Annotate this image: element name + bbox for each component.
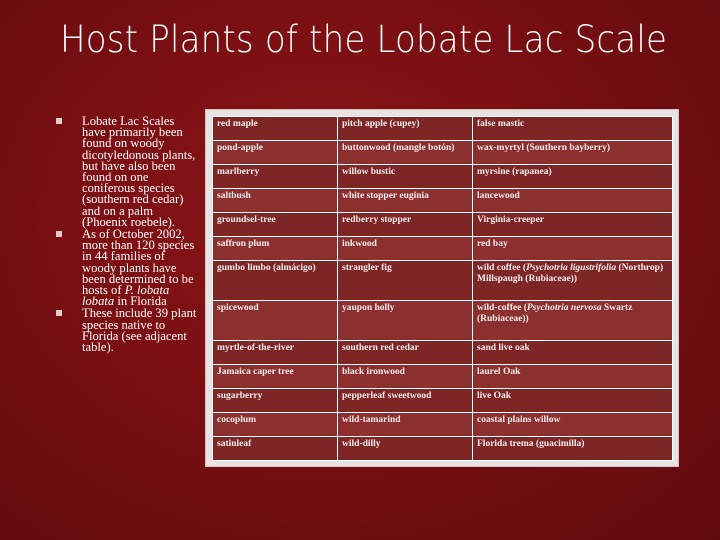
bullet-text: P. lobata lobata (82, 283, 170, 309)
plant-name: white stopper euginia (342, 190, 429, 201)
table-cell (473, 341, 673, 365)
bullet-text: As of October 2002, more than 120 species in 44 families of woody plants have been determined to be hosts of (82, 227, 195, 298)
table-cell (338, 188, 473, 212)
plant-name: groundsel-tree (217, 214, 276, 225)
plant-name: wax-myrtyl (Southern bayberry) (477, 142, 610, 153)
plant-name: pond-apple (217, 142, 263, 153)
plant-name: live Oak (477, 391, 512, 402)
plant-name: false mastic (477, 119, 525, 129)
table-cell (338, 341, 473, 365)
table-cell (338, 140, 473, 164)
plant-name: saffron plum (217, 238, 270, 249)
table-row (213, 140, 673, 164)
table-cell (213, 164, 338, 188)
table-cell (338, 117, 473, 141)
plant-name: sand live oak (477, 343, 530, 354)
table-cell (473, 140, 673, 164)
table-cell (213, 140, 338, 164)
table-cell (473, 164, 673, 188)
table-cell (338, 389, 473, 413)
plant-name: laurel Oak (477, 367, 521, 378)
plant-name: myrtle-of-the-river (217, 343, 295, 354)
table-row (213, 365, 673, 389)
table-row (213, 260, 673, 300)
table-cell (338, 260, 473, 300)
table-cell (338, 212, 473, 236)
table-cell (213, 236, 338, 260)
table-row (213, 389, 673, 413)
table-cell (213, 341, 338, 365)
table-cell (213, 436, 338, 460)
plant-name: wild-tamarind (342, 415, 401, 426)
plant-name: pitch apple (cupey) (342, 119, 420, 129)
host-plants-table (212, 116, 673, 461)
table-cell (473, 236, 673, 260)
table-cell (473, 389, 673, 413)
table-cell (473, 212, 673, 236)
table-cell (213, 365, 338, 389)
plant-name: Virginia-creeper (477, 214, 545, 225)
table-cell (473, 300, 673, 340)
table-cell (213, 212, 338, 236)
table-cell (213, 117, 338, 141)
slide-title: Host Plants of the Lobate Lac Scale (60, 18, 668, 61)
plant-name: red maple (217, 119, 258, 129)
table-cell (213, 260, 338, 300)
bullet-text: in Florida (114, 294, 167, 309)
bullet-text: Lobate Lac Scales have primarily been found on woody dicotyledonous plants, but have also been found on one coniferous species (southern red cedar) and on a palm (Phoenix roebele). (82, 114, 196, 229)
table-row (213, 164, 673, 188)
plant-name: gumbo limbo (almácigo) (217, 262, 316, 273)
table-cell (338, 365, 473, 389)
table-cell (473, 260, 673, 300)
bullet-list (56, 116, 201, 354)
plant-name: coastal plains willow (477, 415, 561, 426)
table-cell (473, 413, 673, 437)
table-cell (213, 188, 338, 212)
plant-name: (Northrop) Millspaugh (Rubiaceae)) (477, 262, 664, 284)
table-row (213, 188, 673, 212)
square-bullet-icon (56, 118, 62, 124)
plant-name: black ironwood (342, 367, 405, 378)
plant-name: buttonwood (mangle botón) (342, 142, 455, 153)
table-row (213, 436, 673, 460)
plant-name: wild coffee ( (477, 262, 527, 273)
plant-name: strangler fig (342, 262, 392, 273)
plant-name: Psychotria ligustrifolia (526, 262, 617, 273)
table-row (213, 236, 673, 260)
plant-name: saltbush (217, 190, 251, 201)
table-row (213, 341, 673, 365)
table-cell (338, 236, 473, 260)
bullet-item (56, 229, 201, 307)
table-cell (213, 300, 338, 340)
bullet-text: These include 39 plant species native to Florida (see adjacent table). (82, 306, 197, 355)
table-cell (473, 188, 673, 212)
table-cell (338, 436, 473, 460)
plant-name: redberry stopper (342, 214, 412, 225)
plant-name: myrsine (rapanea) (477, 166, 552, 177)
table-cell (338, 300, 473, 340)
plant-name: red bay (477, 238, 508, 249)
host-plants-table-frame (205, 109, 679, 467)
table-cell (473, 365, 673, 389)
plant-name: Jamaica caper tree (217, 367, 294, 378)
bullet-item (56, 308, 201, 353)
square-bullet-icon (56, 231, 62, 237)
plant-name: southern red cedar (342, 343, 419, 354)
plant-name: pepperleaf sweetwood (342, 391, 432, 402)
plant-name: inkwood (342, 238, 377, 249)
bullet-item (56, 116, 201, 228)
table-cell (338, 164, 473, 188)
table-row (213, 413, 673, 437)
square-bullet-icon (56, 310, 62, 316)
plant-name: wild-coffee ( (477, 302, 527, 313)
plant-name: cocoplum (217, 415, 257, 426)
table-cell (338, 413, 473, 437)
plant-name: marlberry (217, 166, 260, 177)
plant-name: Psychotria nervosa (526, 302, 602, 313)
plant-name: satinleaf (217, 438, 252, 449)
table-cell (473, 436, 673, 460)
plant-name: willow bustic (342, 166, 396, 177)
table-cell (213, 389, 338, 413)
plant-name: lancewood (477, 190, 520, 201)
table-cell (213, 413, 338, 437)
table-row (213, 117, 673, 141)
table-row (213, 300, 673, 340)
plant-name: Swartz (Rubiaceae)) (477, 302, 633, 324)
plant-name: yaupon holly (342, 302, 395, 313)
plant-name: wild-dilly (342, 438, 381, 449)
table-cell (473, 117, 673, 141)
plant-name: sugarberry (217, 391, 263, 402)
table-row (213, 212, 673, 236)
plant-name: spicewood (217, 302, 259, 313)
plant-name: Florida trema (guacimilla) (477, 438, 585, 449)
